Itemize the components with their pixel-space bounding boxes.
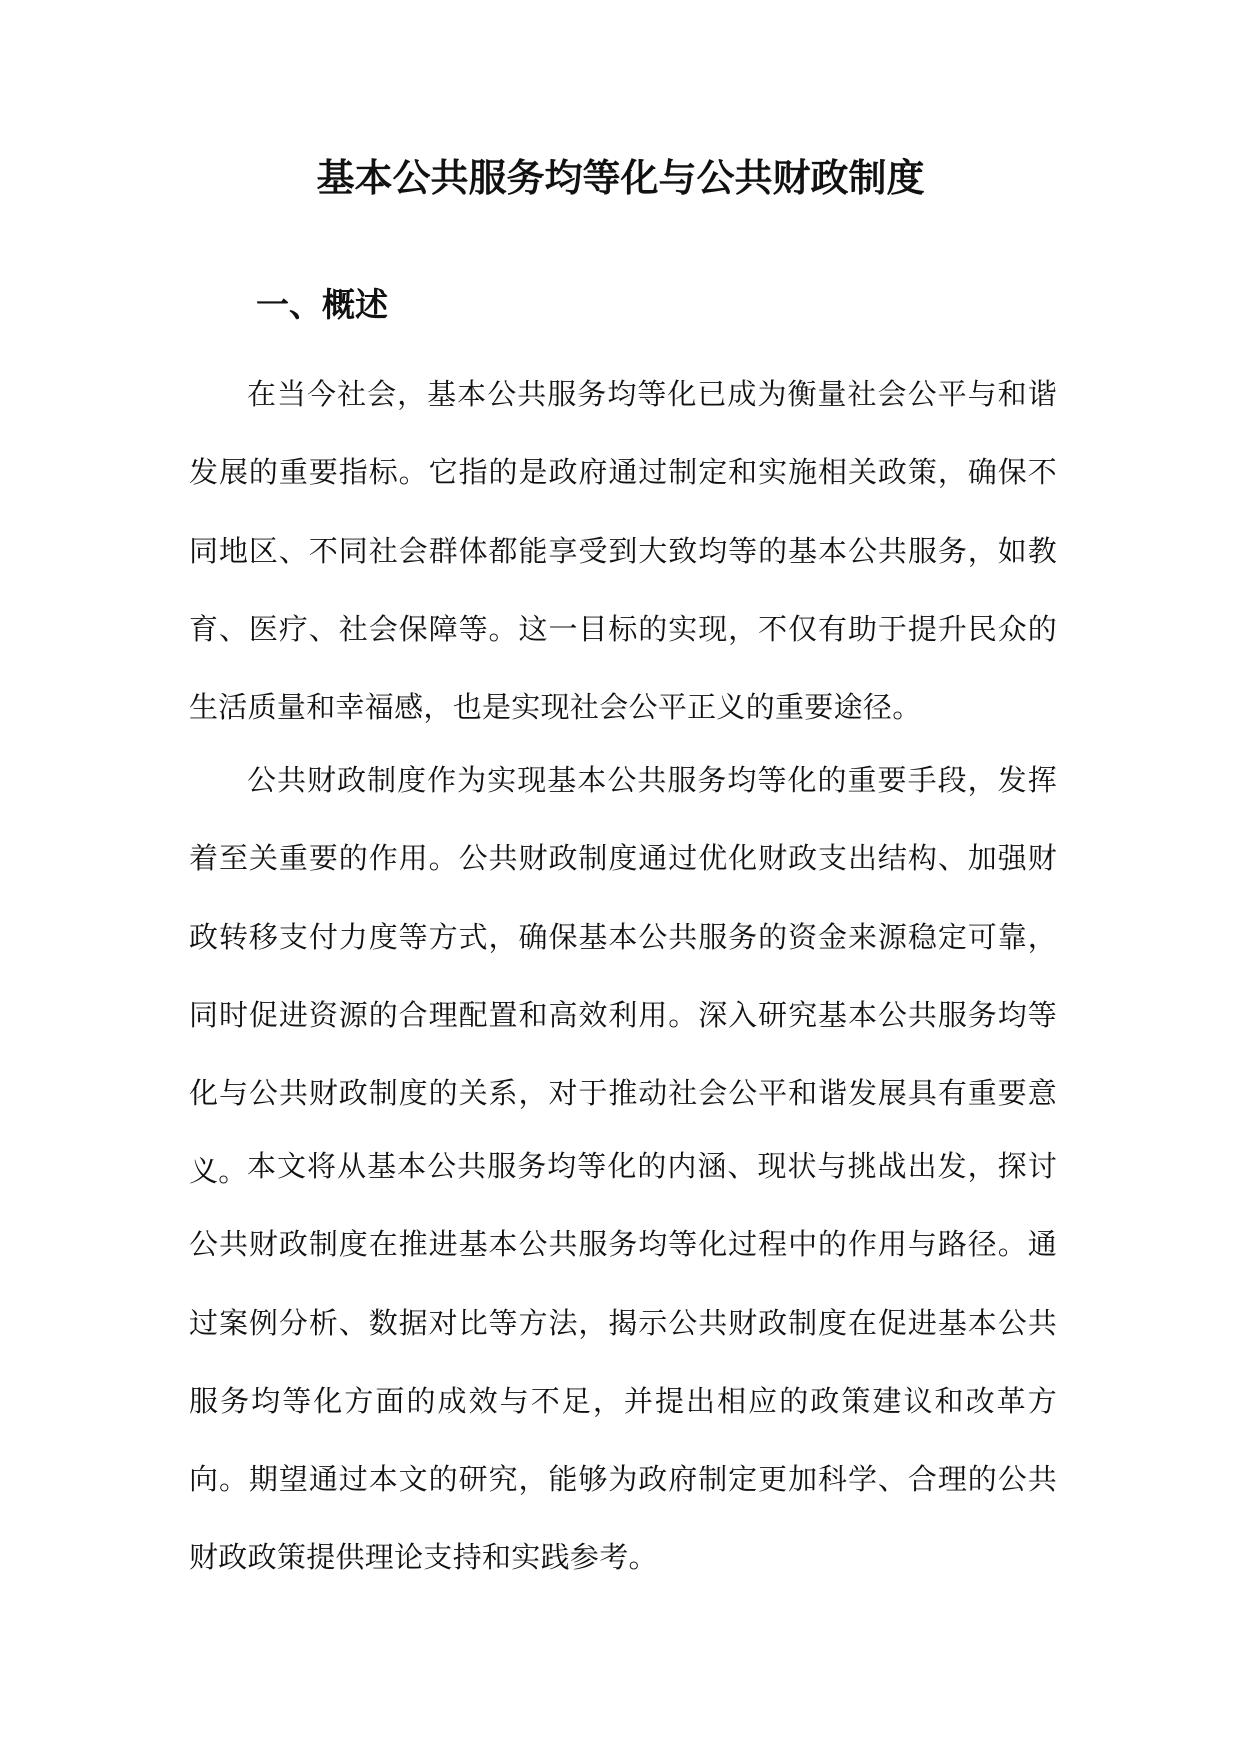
body-paragraph-2: 公共财政制度作为实现基本公共服务均等化的重要手段，发挥着至关重要的作用。公共财政制度通过优化财政支出结构、加强财政转移支付力度等方式，确保基本公共服务的资金来源稳定可靠，同时促进资源的合理配置和高效利用。深入研究基本公共服务均等化与公共财政制度的关系，对于推动社会公平和谐发展具有重要意义。	[189, 763, 1057, 1189]
body-paragraph-3: 本文将从基本公共服务均等化的内涵、现状与挑战出发，探讨公共财政制度在推进基本公共服务均等化过程中的作用与路径。通过案例分析、数据对比等方法，揭示公共财政制度在促进基本公共服务均等化方面的成效与不足，并提出相应的政策建议和改革方向。期望通过本文的研究，能够为政府制定更加科学、合理的公共财政政策提供理论支持和实践参考。	[189, 1149, 1057, 1575]
body-paragraph-1: 在当今社会，基本公共服务均等化已成为衡量社会公平与和谐发展的重要指标。它指的是政府通过制定和实施相关政策，确保不同地区、不同社会群体都能享受到大致均等的基本公共服务，如教育、医疗、社会保障等。这一目标的实现，不仅有助于提升民众的生活质量和幸福感，也是实现社会公平正义的重要途径。	[189, 377, 1057, 725]
section-heading: 一、概述	[256, 285, 388, 324]
document-title: 基本公共服务均等化与公共财政制度	[316, 155, 925, 200]
